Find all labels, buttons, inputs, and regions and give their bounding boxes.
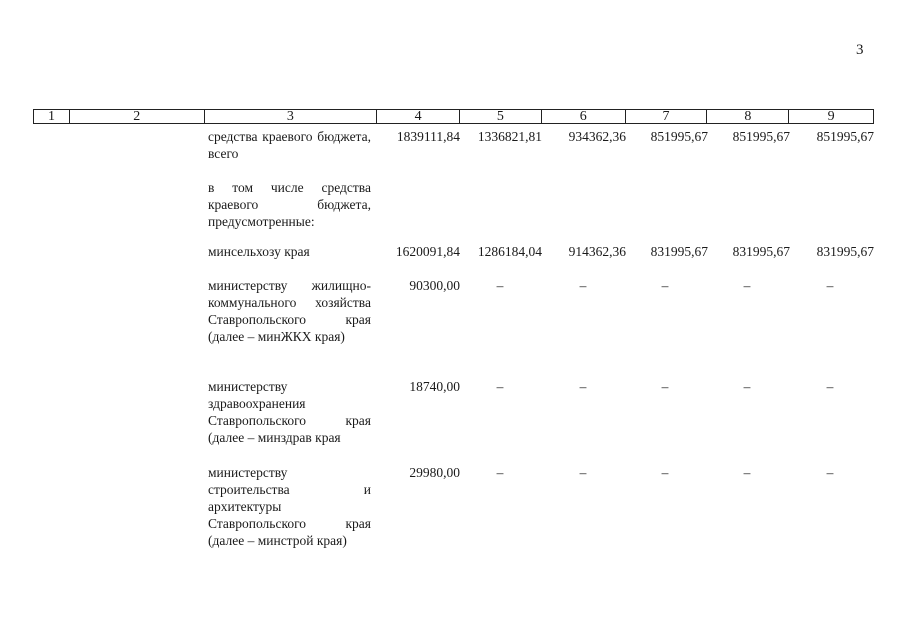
header-cell-5: 5	[460, 110, 542, 123]
row-minstroy-dash-col5: –	[496, 465, 504, 480]
row-minzhkkh-dash-col7: –	[661, 278, 669, 293]
page-number: 3	[856, 42, 864, 58]
row-minselkhoz-value-col7: 831995,67	[650, 244, 708, 259]
header-cell-9: 9	[827, 109, 835, 124]
row-minzdrav-dash-col7: –	[661, 379, 669, 394]
row-minstroy-description: министерству строительства и архитектуры Ставропольского края (далее – минстрой края)	[208, 465, 371, 548]
row-minselkhoz-value-col6: 914362,36	[568, 244, 626, 259]
row-minzhkkh-dash-col9: –	[826, 278, 834, 293]
row-minzhkkh-dash-col5: –	[496, 278, 504, 293]
row-total-value-col7: 851995,67	[650, 129, 708, 144]
row-total-value-col8: 851995,67	[732, 129, 790, 144]
header-cell-3: 3	[205, 110, 378, 123]
row-minselkhoz-value-col8: 831995,67	[732, 244, 790, 259]
row-total-value-col9: 851995,67	[816, 129, 874, 144]
header-cell-1: 1	[34, 110, 70, 123]
header-cell-4: 4	[377, 110, 460, 123]
header-cell-8: 8	[707, 110, 789, 123]
row-minselkhoz-value-col4: 1620091,84	[395, 244, 460, 259]
row-minzhkkh-value-col4: 90300,00	[409, 278, 460, 293]
row-minselkhoz-description: минсельхозу края	[208, 244, 310, 259]
row-minstroy-dash-col9: –	[826, 465, 834, 480]
row-minzdrav-dash-col5: –	[496, 379, 504, 394]
row-including-description: в том числе средства краевого бюджета, предусмотренные:	[208, 180, 371, 229]
header-cell-7: 7	[626, 110, 708, 123]
row-minzhkkh-dash-col8: –	[743, 278, 751, 293]
header-cell-2: 2	[70, 110, 205, 123]
table-header-row	[33, 109, 874, 124]
row-minzdrav-dash-col9: –	[826, 379, 834, 394]
header-cell-6: 6	[542, 110, 626, 123]
row-minzhkkh-dash-col6: –	[579, 278, 587, 293]
row-minzhkkh-description: министерству жилищно-коммунального хозяйства Ставропольского края (далее – минЖКХ края)	[208, 278, 371, 344]
row-total-value-col6: 934362,36	[568, 129, 626, 144]
row-minzdrav-dash-col8: –	[743, 379, 751, 394]
row-minstroy-dash-col6: –	[579, 465, 587, 480]
row-minzdrav-description: министерству здравоохранения Ставропольского края (далее – минздрав края	[208, 379, 371, 445]
row-minzdrav-dash-col6: –	[579, 379, 587, 394]
row-minstroy-dash-col7: –	[661, 465, 669, 480]
row-total-value-col5: 1336821,81	[477, 129, 542, 144]
row-total-description: средства краевого бюджета, всего	[208, 129, 371, 161]
row-minzdrav-value-col4: 18740,00	[409, 379, 460, 394]
row-minselkhoz-value-col5: 1286184,04	[477, 244, 542, 259]
row-total-value-col4: 1839111,84	[396, 129, 460, 144]
row-minstroy-dash-col8: –	[743, 465, 751, 480]
row-minselkhoz-value-col9: 831995,67	[816, 244, 874, 259]
row-minstroy-value-col4: 29980,00	[409, 465, 460, 480]
